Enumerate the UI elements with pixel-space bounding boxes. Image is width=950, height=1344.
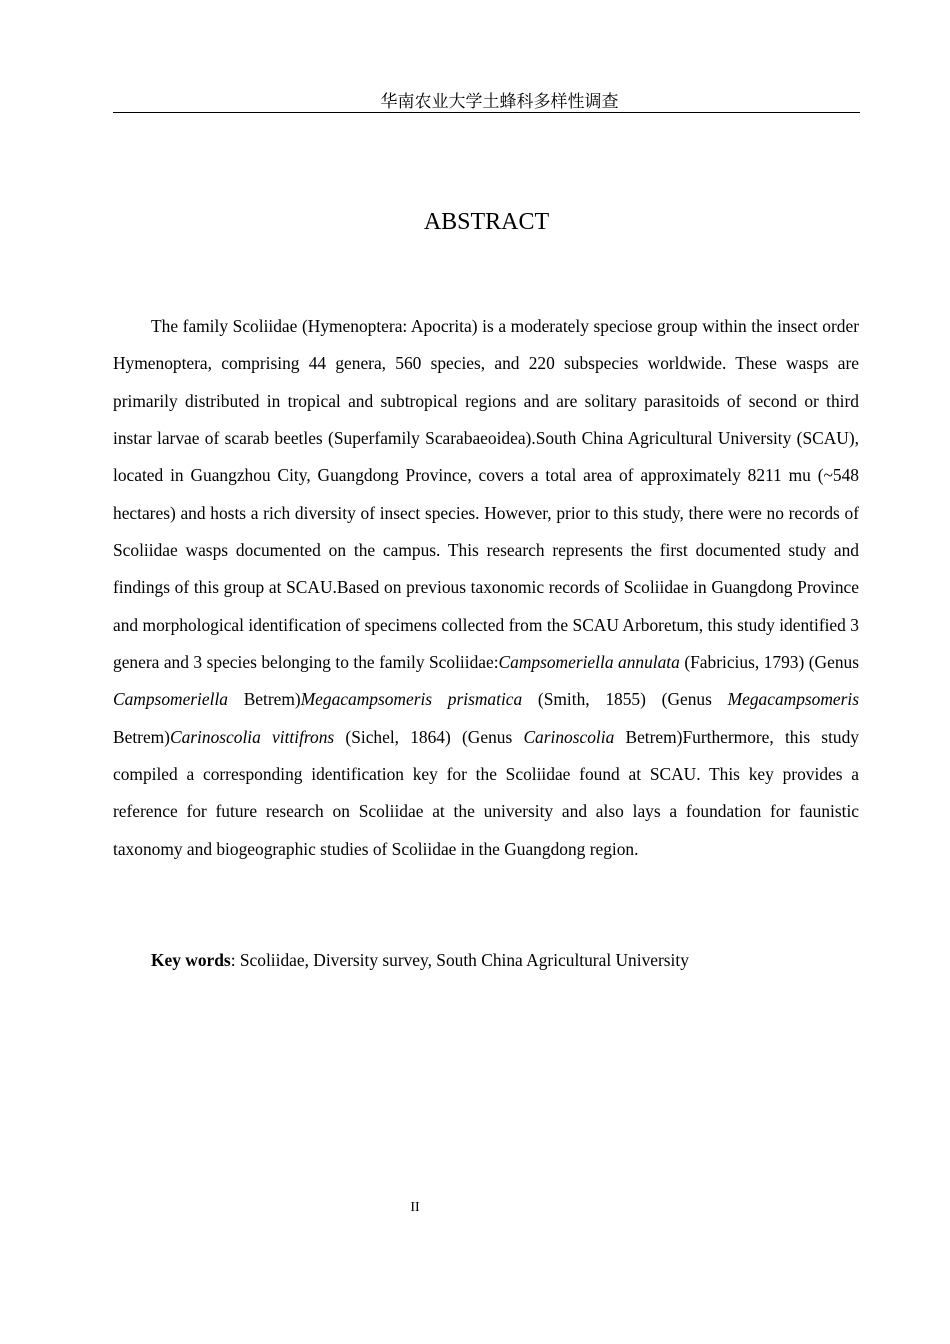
species-name: Carinoscolia vittifrons	[169, 726, 335, 747]
keywords-label: Key words	[151, 950, 231, 970]
abstract-text: The family Scoliidae (Hymenoptera: Apocrita) is a moderately speciose group within the insect order Hymenoptera, comprising 44 genera, 560 species, and 220 subspecies worldwide. These wasps are primarily distributed in tropical and subtropical regions and are solitary parasitoids of second or third instar larvae of scarab beetles (Superfamily Scarabaeoidea).South China Agricultural University (SCAU), located in Guangzhou City, Guangdong Province, covers a total area of approximately 8211 mu (~548 hectares) and hosts a rich diversity of insect species. However, prior to this study, there were no records of Scoliidae wasps documented on the campus. This research represents the first documented study and findings of this group at SCAU.Based on previous taxonomic records of Scoliidae in Guangdong Province and morphological identification of specimens collected from the SCAU Arboretum, this study identified 3 genera and 3 species belonging to the family Scoliidae:	[113, 316, 859, 673]
header-title: 华南农业大学土蜂科多样性调查	[380, 92, 619, 112]
abstract-text: (Fabricius, 1793) (Genus	[679, 652, 859, 673]
page-number: II	[410, 1200, 420, 1215]
genus-name: Megacampsomeris	[727, 689, 859, 710]
abstract-text: (Sichel, 1864) (Genus	[334, 726, 524, 747]
abstract-title: ABSTRACT	[423, 209, 550, 235]
abstract-body	[113, 308, 859, 868]
keywords-line	[113, 942, 859, 979]
species-name: Campsomeriella annulata	[498, 652, 680, 673]
genus-name: Campsomeriella	[113, 689, 228, 710]
abstract-text: (Smith, 1855) (Genus	[522, 689, 728, 710]
genus-name: Carinoscolia	[523, 726, 615, 747]
abstract-text: Betrem)Furthermore, this study compiled a corresponding identification key for the Scoliidae found at SCAU. This key provides a reference for future research on Scoliidae at the university and also lays a foundation for faunistic taxonomy and biogeographic studies of Scoliidae in the Guangdong region.	[113, 726, 859, 859]
page-header	[113, 90, 860, 113]
abstract-text: Betrem)	[227, 689, 301, 710]
species-name: Megacampsomeris prismatica	[300, 689, 523, 710]
keywords-text: : Scoliidae, Diversity survey, South China Agricultural University	[230, 950, 689, 970]
abstract-text: Betrem)	[113, 726, 170, 747]
